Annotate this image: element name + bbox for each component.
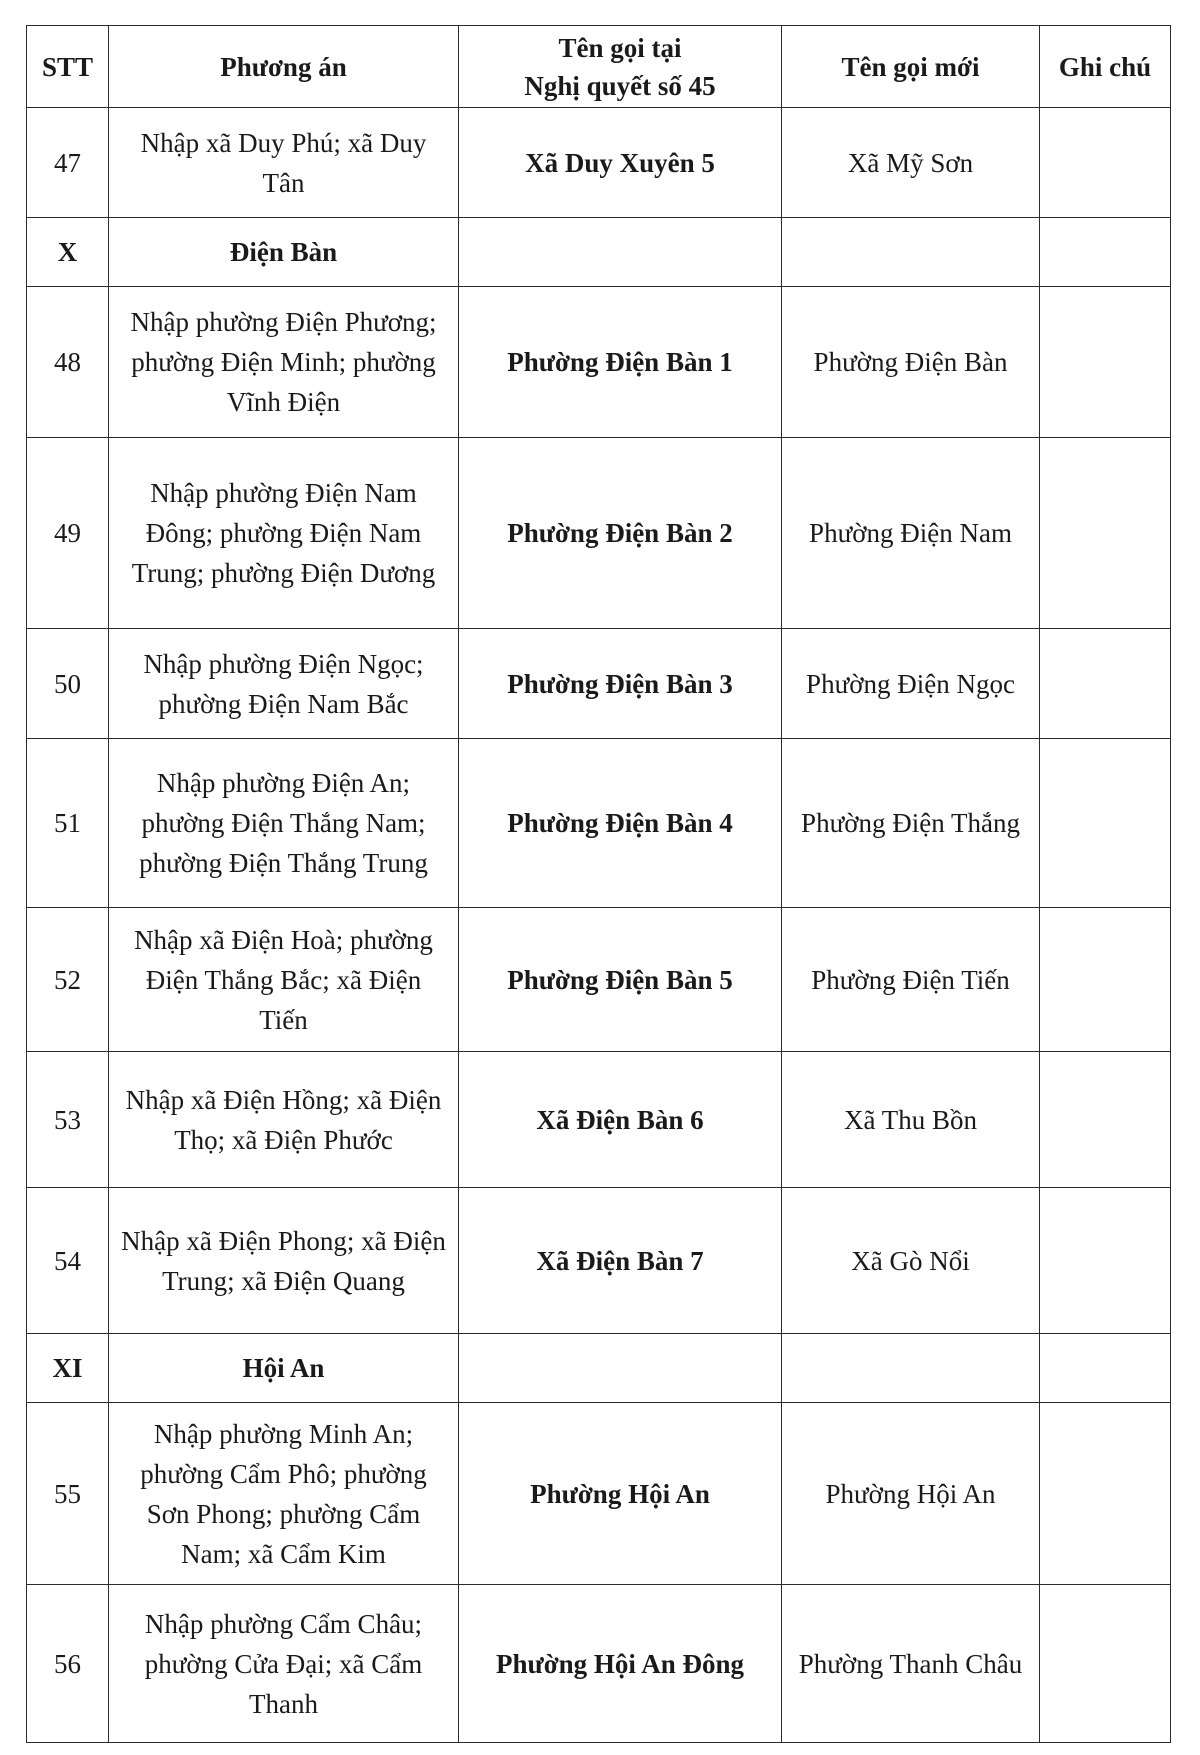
cell-phuong-an: Nhập xã Điện Hoà; phường Điện Thắng Bắc; xã Điện Tiến <box>109 908 459 1052</box>
header-ten-goi-line1: Tên gọi tại <box>558 32 682 63</box>
cell-ghi-chu <box>1040 108 1171 218</box>
cell-phuong-an: Nhập phường Cẩm Châu; phường Cửa Đại; xã Cẩm Thanh <box>109 1585 459 1743</box>
header-phuong-an: Phương án <box>109 26 459 108</box>
cell-ghi-chu <box>1040 908 1171 1052</box>
cell-stt: 49 <box>27 438 109 629</box>
cell-empty <box>1040 218 1171 287</box>
cell-phuong-an: Nhập phường Minh An; phường Cẩm Phô; phường Sơn Phong; phường Cẩm Nam; xã Cẩm Kim <box>109 1403 459 1585</box>
cell-ten-moi: Phường Thanh Châu <box>782 1585 1040 1743</box>
cell-stt: 51 <box>27 739 109 908</box>
table-row <box>27 739 1171 908</box>
cell-ten-nq45: Phường Điện Bàn 1 <box>459 287 782 438</box>
table-header-row <box>27 26 1171 108</box>
cell-group-stt: XI <box>27 1334 109 1403</box>
cell-group-name: Điện Bàn <box>109 218 459 287</box>
table-row <box>27 108 1171 218</box>
cell-ten-nq45: Phường Hội An <box>459 1403 782 1585</box>
cell-ten-moi: Xã Gò Nổi <box>782 1188 1040 1334</box>
cell-stt: 47 <box>27 108 109 218</box>
header-ten-goi-line2: Nghị quyết số 45 <box>524 70 716 101</box>
document-page <box>26 25 1170 1743</box>
cell-ghi-chu <box>1040 438 1171 629</box>
cell-group-stt: X <box>27 218 109 287</box>
cell-ten-moi: Phường Hội An <box>782 1403 1040 1585</box>
table-row <box>27 908 1171 1052</box>
cell-phuong-an: Nhập phường Điện Phương; phường Điện Minh; phường Vĩnh Điện <box>109 287 459 438</box>
cell-empty <box>1040 1334 1171 1403</box>
table-row <box>27 1052 1171 1188</box>
group-row <box>27 218 1171 287</box>
cell-ten-nq45: Phường Điện Bàn 3 <box>459 629 782 739</box>
cell-ghi-chu <box>1040 1052 1171 1188</box>
cell-stt: 55 <box>27 1403 109 1585</box>
cell-ghi-chu <box>1040 287 1171 438</box>
cell-ten-moi: Xã Thu Bồn <box>782 1052 1040 1188</box>
table-row <box>27 438 1171 629</box>
table-row <box>27 1585 1171 1743</box>
header-ten-goi-moi: Tên gọi mới <box>782 26 1040 108</box>
cell-empty <box>782 1334 1040 1403</box>
cell-phuong-an: Nhập phường Điện Nam Đông; phường Điện Nam Trung; phường Điện Dương <box>109 438 459 629</box>
cell-phuong-an: Nhập xã Duy Phú; xã Duy Tân <box>109 108 459 218</box>
cell-ten-moi: Phường Điện Tiến <box>782 908 1040 1052</box>
cell-ghi-chu <box>1040 629 1171 739</box>
group-row <box>27 1334 1171 1403</box>
cell-ghi-chu <box>1040 739 1171 908</box>
header-ghi-chu: Ghi chú <box>1040 26 1171 108</box>
cell-ten-nq45: Phường Điện Bàn 2 <box>459 438 782 629</box>
cell-ten-moi: Xã Mỹ Sơn <box>782 108 1040 218</box>
table-row <box>27 287 1171 438</box>
cell-stt: 48 <box>27 287 109 438</box>
cell-empty <box>459 1334 782 1403</box>
cell-phuong-an: Nhập xã Điện Hồng; xã Điện Thọ; xã Điện Phước <box>109 1052 459 1188</box>
cell-empty <box>459 218 782 287</box>
cell-ten-nq45: Phường Điện Bàn 4 <box>459 739 782 908</box>
cell-ten-nq45: Xã Điện Bàn 7 <box>459 1188 782 1334</box>
cell-ghi-chu <box>1040 1188 1171 1334</box>
cell-ten-nq45: Phường Hội An Đông <box>459 1585 782 1743</box>
table-row <box>27 1188 1171 1334</box>
cell-ten-moi: Phường Điện Nam <box>782 438 1040 629</box>
cell-phuong-an: Nhập xã Điện Phong; xã Điện Trung; xã Điện Quang <box>109 1188 459 1334</box>
cell-ten-nq45: Phường Điện Bàn 5 <box>459 908 782 1052</box>
cell-ten-moi: Phường Điện Ngọc <box>782 629 1040 739</box>
header-stt: STT <box>27 26 109 108</box>
cell-ghi-chu <box>1040 1403 1171 1585</box>
table-row <box>27 1403 1171 1585</box>
cell-group-name: Hội An <box>109 1334 459 1403</box>
table-row <box>27 629 1171 739</box>
cell-ten-moi: Phường Điện Bàn <box>782 287 1040 438</box>
cell-phuong-an: Nhập phường Điện An; phường Điện Thắng Nam; phường Điện Thắng Trung <box>109 739 459 908</box>
header-ten-goi-nq45 <box>459 26 782 108</box>
cell-ten-nq45: Xã Điện Bàn 6 <box>459 1052 782 1188</box>
cell-ghi-chu <box>1040 1585 1171 1743</box>
cell-phuong-an: Nhập phường Điện Ngọc; phường Điện Nam Bắc <box>109 629 459 739</box>
cell-ten-moi: Phường Điện Thắng <box>782 739 1040 908</box>
cell-stt: 52 <box>27 908 109 1052</box>
cell-empty <box>782 218 1040 287</box>
administrative-units-table <box>26 25 1171 1743</box>
cell-stt: 50 <box>27 629 109 739</box>
cell-stt: 53 <box>27 1052 109 1188</box>
cell-ten-nq45: Xã Duy Xuyên 5 <box>459 108 782 218</box>
cell-stt: 56 <box>27 1585 109 1743</box>
cell-stt: 54 <box>27 1188 109 1334</box>
